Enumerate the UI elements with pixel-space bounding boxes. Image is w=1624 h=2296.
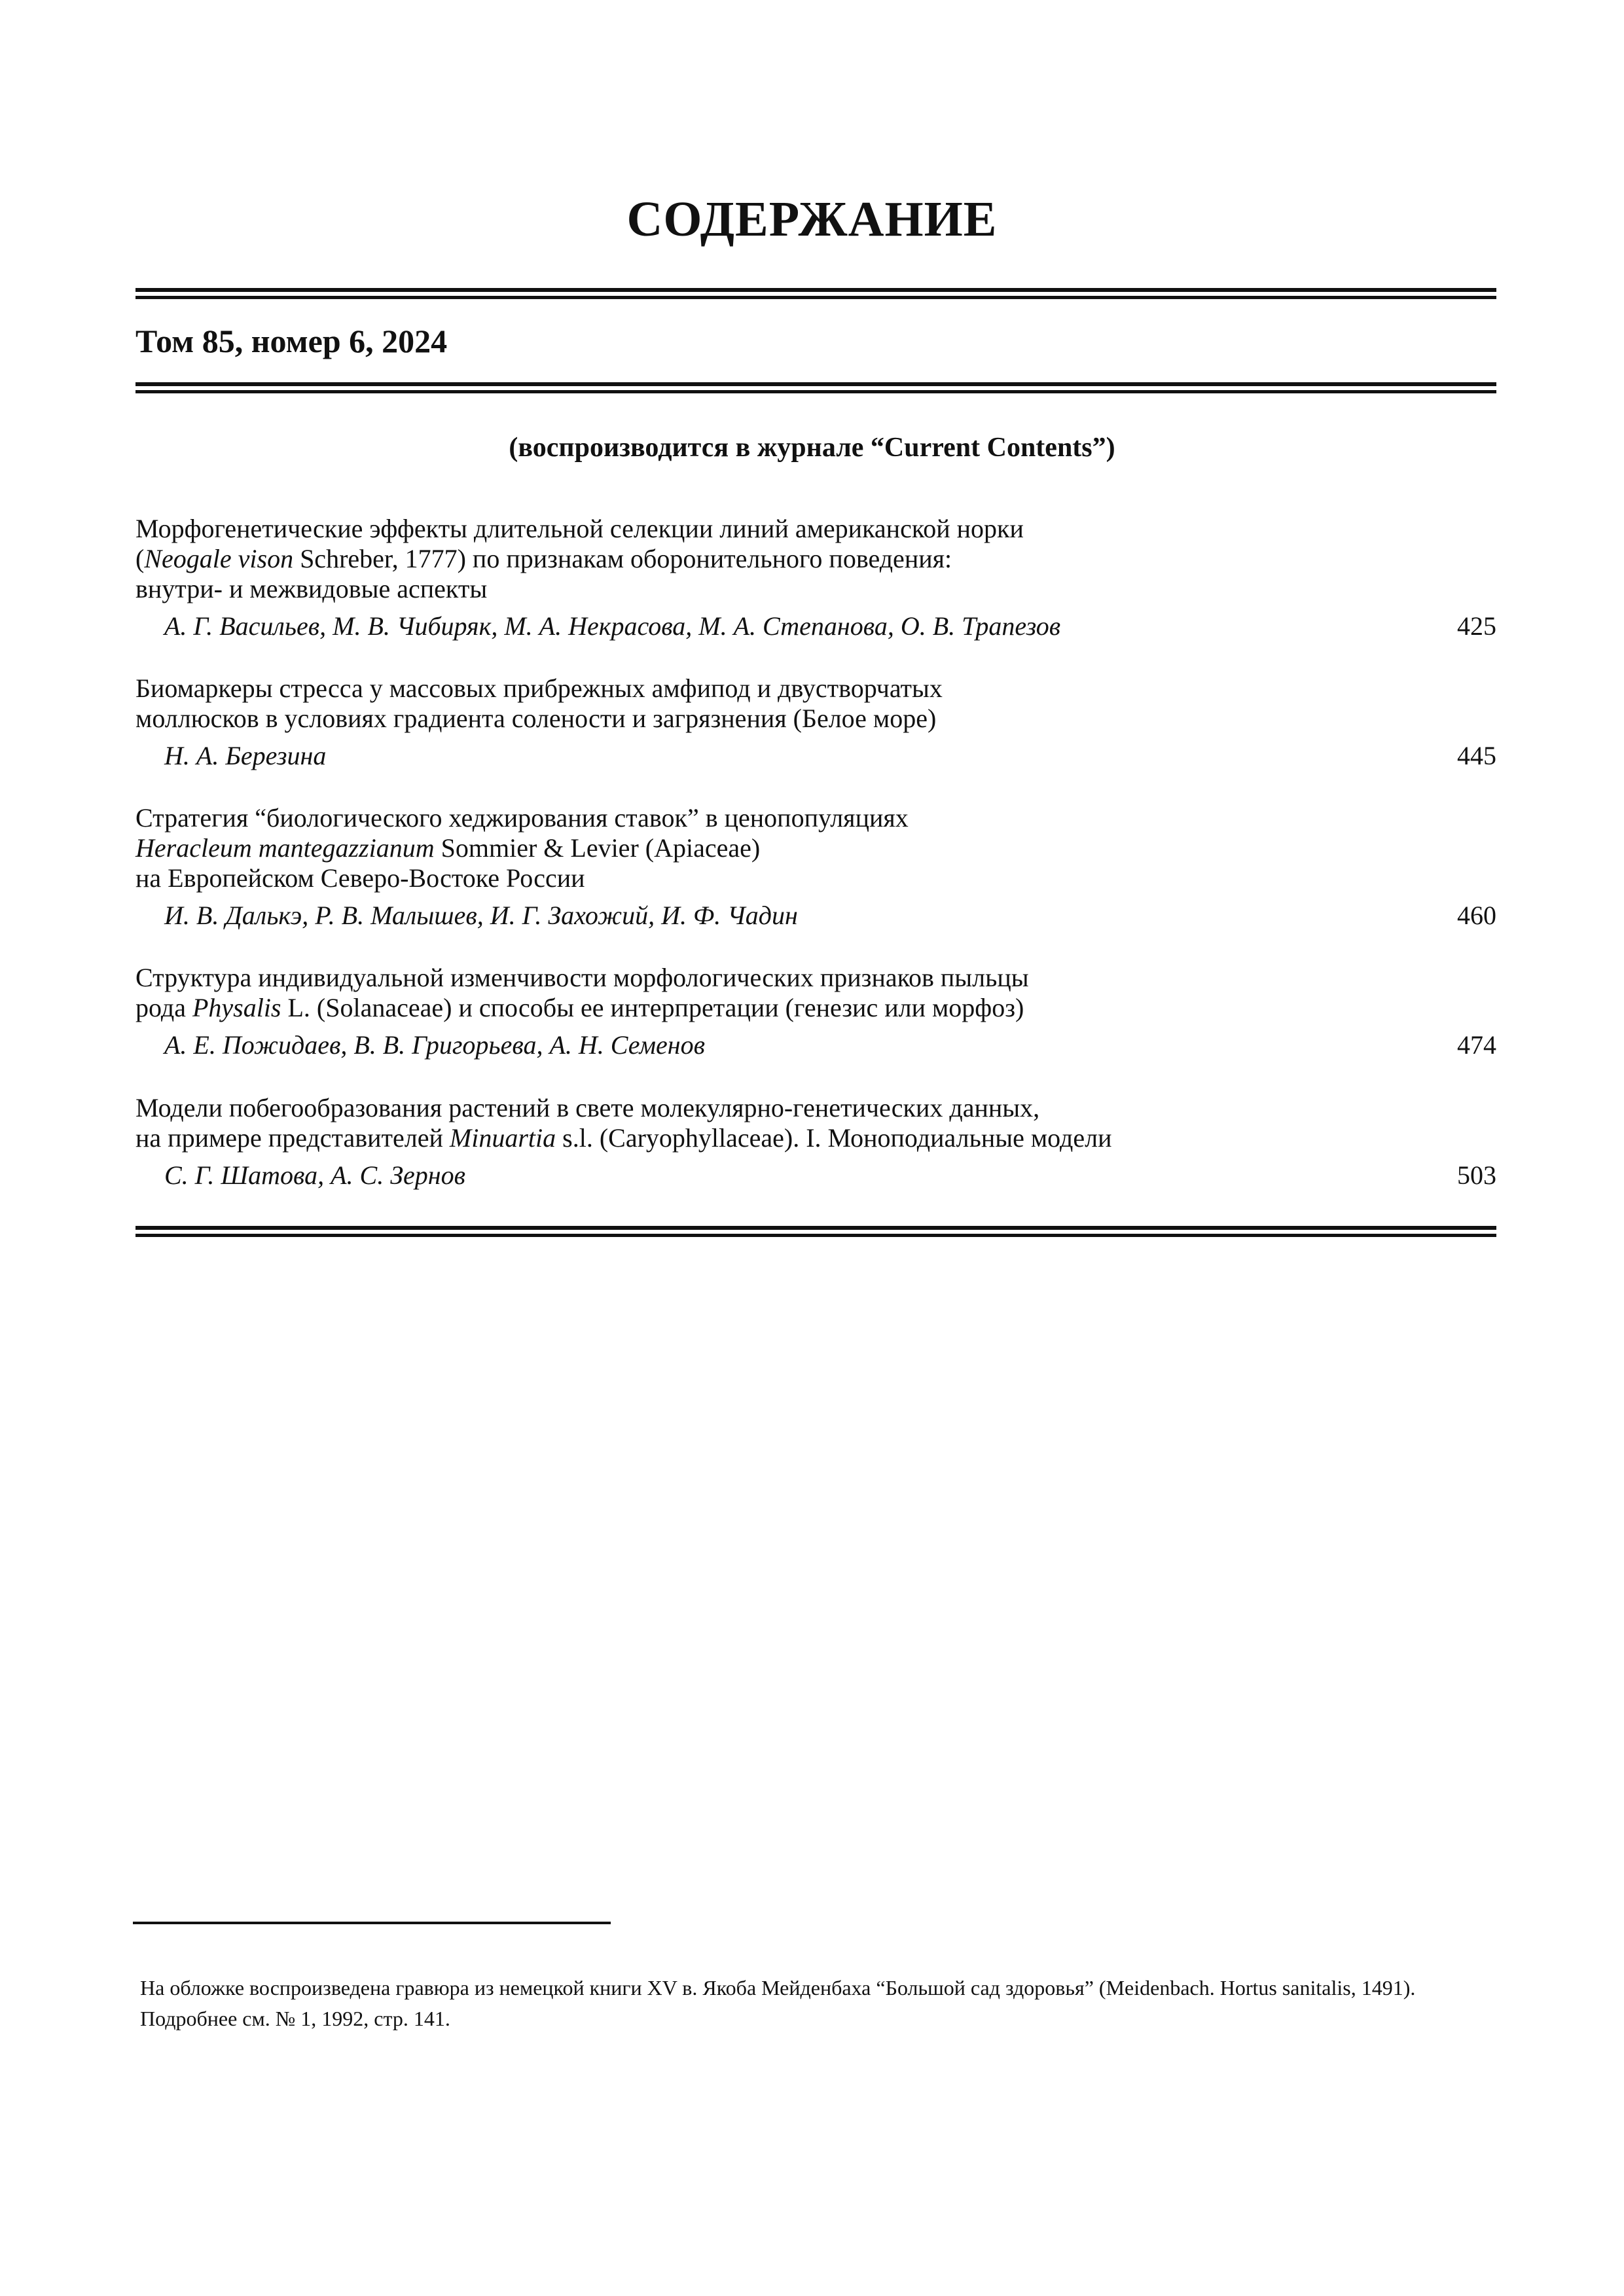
issue-double-rule — [135, 382, 1496, 394]
title-text: Стратегия “биологического хеджирования ставок” в ценопопуляциях — [135, 803, 909, 833]
entry-title — [135, 803, 1496, 893]
issue-info: Том 85, номер 6, 2024 — [135, 323, 448, 359]
entry-title — [135, 1093, 1496, 1153]
title-line — [135, 574, 487, 603]
entry-authors: А. Г. Васильев, М. В. Чибиряк, М. А. Некрасова, М. А. Степанова, О. В. Трапезов — [164, 611, 1061, 641]
title-text: Schreber, 1777) по признакам оборонительного поведения: — [293, 544, 952, 573]
entry-authors: Н. А. Березина — [164, 741, 327, 770]
bottom-double-rule — [135, 1226, 1496, 1238]
title-line — [135, 544, 952, 573]
title-text: L. (Solanaceae) и способы ее интерпретации (генезис или морфоз) — [281, 993, 1024, 1022]
entry-page-number: 503 — [1457, 1160, 1496, 1190]
title-line — [135, 803, 909, 833]
title-text: рода — [135, 993, 192, 1022]
title-text: на примере представителей — [135, 1123, 450, 1153]
entry-authors: И. В. Далькэ, Р. В. Малышев, И. Г. Захожий, И. Ф. Чадин — [164, 901, 798, 930]
toc-entry[interactable] — [135, 1093, 1496, 1193]
authors-row — [135, 900, 1496, 933]
title-line — [135, 514, 1024, 543]
entry-authors: А. Е. Пожидаев, В. В. Григорьева, А. Н. Семенов — [164, 1030, 705, 1060]
cover-footnote: На обложке воспроизведена гравюра из немецкой книги XV в. Якоба Мейденбаха “Большой сад здоровья” (Meidenbach. Hortus sanitalis, 1491). Подробнее см. № 1, 1992, стр. 141. — [140, 1976, 1416, 2030]
entry-page-number: 460 — [1457, 901, 1496, 930]
entry-title — [135, 963, 1496, 1023]
title-double-rule — [135, 288, 1496, 300]
title-line — [135, 863, 585, 893]
taxon-name: Heracleum mantegazzianum — [135, 833, 435, 863]
title-line — [135, 833, 760, 863]
page-title: СОДЕРЖАНИЕ — [626, 192, 998, 247]
title-line — [135, 963, 1029, 992]
title-line — [135, 993, 1024, 1022]
title-line — [135, 704, 936, 733]
toc-entry[interactable] — [135, 514, 1496, 643]
title-text: Sommier & Levier (Apiaceae) — [434, 833, 761, 863]
entry-authors: С. Г. Шатова, А. С. Зернов — [164, 1160, 465, 1190]
authors-row — [135, 611, 1496, 643]
toc-entry[interactable] — [135, 963, 1496, 1062]
title-text: Биомаркеры стресса у массовых прибрежных амфипод и двустворчатых — [135, 673, 943, 703]
title-text: s.l. (Caryophyllaceae). I. Моноподиальные модели — [556, 1123, 1112, 1153]
title-line — [135, 673, 943, 703]
title-text: внутри- и межвидовые аспекты — [135, 574, 488, 603]
toc-entry[interactable] — [135, 673, 1496, 773]
title-line — [135, 1093, 1039, 1122]
entry-page-number: 474 — [1457, 1030, 1496, 1060]
title-text: Структура индивидуальной изменчивости морфологических признаков пыльцы — [135, 963, 1029, 992]
title-text: Морфогенетические эффекты длительной селекции линий американской норки — [135, 514, 1024, 543]
taxon-name: Neogale vison — [144, 544, 294, 573]
title-text: ( — [135, 544, 145, 573]
toc-entry[interactable] — [135, 803, 1496, 933]
taxon-name: Physalis — [192, 993, 281, 1022]
entry-title — [135, 514, 1496, 604]
authors-row — [135, 740, 1496, 773]
current-contents-note: (воспроизводится в журнале “Current Contents”) — [509, 433, 1115, 463]
entry-title — [135, 673, 1496, 734]
title-text: Модели побегообразования растений в свете молекулярно-генетических данных, — [135, 1093, 1040, 1122]
title-text: на Европейском Северо-Востоке России — [135, 863, 585, 893]
taxon-name: Minuartia — [449, 1123, 556, 1153]
title-text: моллюсков в условиях градиента солености и загрязнения (Белое море) — [135, 704, 937, 733]
title-line — [135, 1123, 1112, 1153]
footnote-separator — [133, 1922, 611, 1924]
authors-row — [135, 1030, 1496, 1062]
entry-page-number: 445 — [1457, 741, 1496, 770]
authors-row — [135, 1160, 1496, 1193]
entry-page-number: 425 — [1457, 611, 1496, 641]
